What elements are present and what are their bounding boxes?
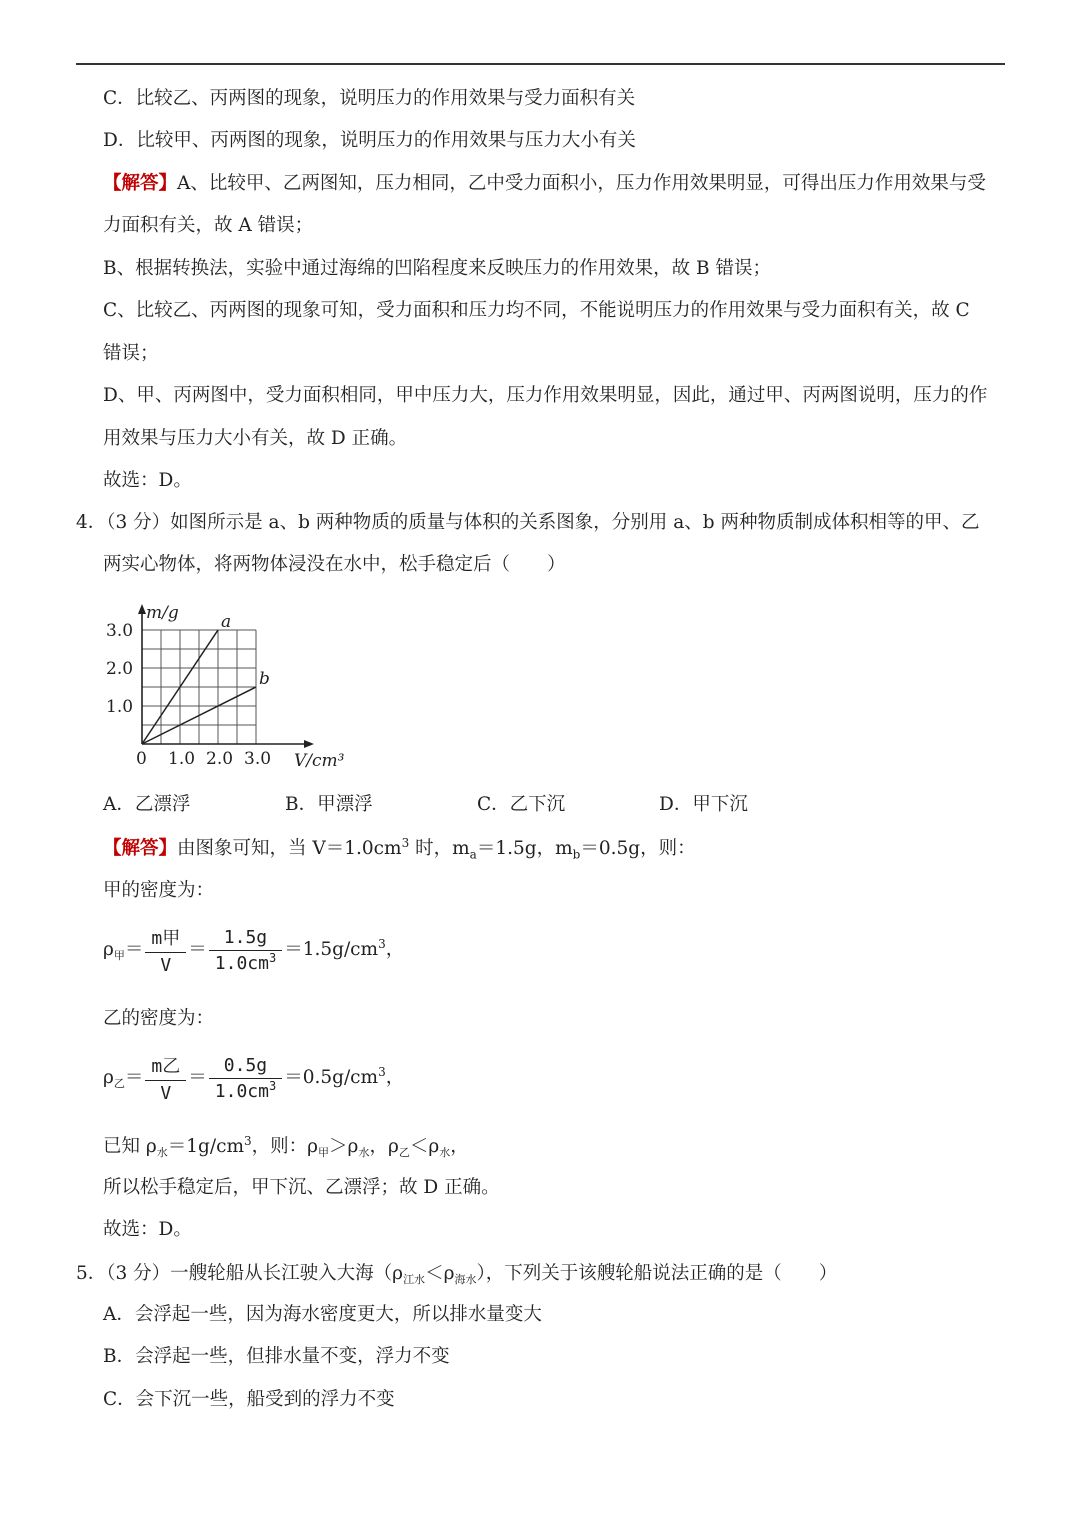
question-5-stem [76, 1262, 837, 1288]
answer-tag: 【解答】 [103, 838, 178, 859]
numerator: 0.5g [209, 1055, 282, 1079]
answer-line: B、根据转换法，实验中通过海绵的凹陷程度来反映压力的作用效果，故 B 错误； [103, 258, 771, 279]
y-tick-label: 1.0 [106, 697, 134, 717]
answer-paragraph [103, 172, 986, 196]
answer-text: A、比较甲、乙两图知，压力相同，乙中受力面积小，压力作用效果明显，可得出压力作用效果与受 [177, 173, 986, 194]
question-4-stem: 4．（3 分）如图所示是 a、b 两种物质的质量与体积的关系图象，分别用 a、b 两种物质制成体积相等的甲、乙 [76, 512, 980, 533]
denominator-text: 1.0cm [214, 1080, 269, 1102]
x-axis-arrow [304, 740, 314, 748]
equals: ＝ [124, 939, 144, 960]
text: ＜ρ [425, 1263, 455, 1284]
y-axis-arrow [138, 604, 146, 614]
punctuation: ， [385, 1067, 405, 1088]
known-condition [103, 1135, 469, 1161]
y-tick-label: 3.0 [106, 621, 134, 641]
superscript: 3 [401, 835, 410, 850]
x-tick-label: 3.0 [244, 749, 272, 769]
answer-text: ＝1.5g，m [476, 838, 573, 859]
answer-line: D、甲、丙两图中，受力面积相同，甲中压力大，压力作用效果明显，因此，通过甲、丙两图说明，压力的作 [103, 385, 988, 406]
equals: ＝ [124, 1067, 144, 1088]
superscript: 3 [378, 936, 386, 951]
subscript: a [469, 847, 477, 862]
conclusion: 所以松手稳定后，甲下沉、乙漂浮；故 D 正确。 [103, 1177, 500, 1198]
answer-text: ＝0.5g，则： [580, 838, 696, 859]
option-d: D．甲下沉 [659, 794, 748, 815]
answer-line: 用效果与压力大小有关，故 D 正确。 [103, 428, 408, 449]
option-c: C．乙下沉 [477, 794, 566, 815]
superscript: 3 [378, 1064, 386, 1079]
subscript: 水 [156, 1146, 168, 1159]
question-5-option-c: C．会下沉一些，船受到的浮力不变 [103, 1389, 395, 1410]
text: ＜ρ [409, 1136, 440, 1157]
y-tick-label: 2.0 [106, 659, 134, 679]
subscript: 甲 [318, 1146, 330, 1159]
text: ＞ρ [329, 1136, 359, 1157]
superscript: 3 [268, 1078, 277, 1093]
rho-symbol: ρ [103, 939, 114, 960]
answer-line: C、比较乙、丙两图的现象可知，受力面积和压力均不同，不能说明压力的作用效果与受力面积有关，故 C [103, 300, 970, 321]
numerator: m乙 [145, 1052, 186, 1081]
denominator [209, 951, 282, 974]
answer-line: 力面积有关，故 A 错误； [103, 215, 314, 236]
denominator [209, 1079, 282, 1102]
subscript: 乙 [398, 1146, 410, 1159]
question-5-option-a: A．会浮起一些，因为海水密度更大，所以排水量变大 [103, 1304, 542, 1325]
text: ），下列关于该艘轮船说法正确的是（ ） [476, 1263, 838, 1284]
choice-line: 故选：D。 [103, 470, 192, 491]
header-rule [76, 63, 1005, 65]
choice-line: 故选：D。 [103, 1219, 192, 1240]
denominator: V [160, 955, 172, 976]
text: ， [450, 1136, 469, 1157]
option-c-text: C．比较乙、丙两图的现象，说明压力的作用效果与受力面积有关 [103, 88, 636, 109]
text: ＝1g/cm [167, 1136, 245, 1157]
answer-tag: 【解答】 [103, 173, 178, 194]
x-tick-label: 0 [136, 749, 147, 769]
fraction [209, 1055, 282, 1102]
question-5-option-b: B．会浮起一些，但排水量不变，浮力不变 [103, 1346, 450, 1367]
result: ＝1.5g/cm [284, 939, 379, 960]
option-b: B．甲漂浮 [285, 794, 373, 815]
superscript: 3 [244, 1133, 252, 1148]
text: 5．（3 分）一艘轮船从长江驶入大海（ρ [76, 1263, 404, 1284]
subscript: b [572, 847, 581, 862]
subscript: 海水 [454, 1273, 477, 1286]
rho-symbol: ρ [103, 1067, 114, 1088]
series-label-a: a [221, 612, 232, 632]
x-tick-label: 2.0 [206, 749, 234, 769]
denominator: V [160, 1083, 172, 1104]
subscript: 江水 [403, 1273, 426, 1286]
answer-text: 时，m [409, 838, 470, 859]
fraction [145, 1052, 186, 1104]
text: ，ρ [369, 1136, 399, 1157]
answer-4-intro [103, 837, 696, 861]
option-a: A．乙漂浮 [103, 794, 191, 815]
mass-volume-chart [100, 598, 350, 778]
text: ，则：ρ [251, 1136, 319, 1157]
superscript: 3 [268, 950, 277, 965]
x-tick-label: 1.0 [168, 749, 196, 769]
equals: ＝ [188, 1067, 207, 1088]
chart-grid [142, 630, 256, 744]
density-equation-yi [103, 1052, 404, 1104]
numerator: m甲 [145, 924, 186, 953]
answer-line: 错误； [103, 343, 159, 364]
denominator-text: 1.0cm [214, 952, 269, 974]
subscript: 水 [358, 1146, 370, 1159]
option-d-text: D．比较甲、丙两图的现象，说明压力的作用效果与压力大小有关 [103, 130, 636, 151]
punctuation: ， [385, 939, 405, 960]
numerator: 1.5g [209, 927, 282, 951]
question-4-stem-cont: 两实心物体，将两物体浸没在水中，松手稳定后（ ） [103, 554, 566, 575]
yi-density-label: 乙的密度为： [103, 1008, 215, 1029]
question-4-options [103, 793, 803, 817]
fraction [145, 924, 186, 976]
equals: ＝ [188, 939, 207, 960]
density-equation-jia [103, 924, 404, 976]
answer-text: 由图象可知，当 V＝1.0cm [177, 838, 402, 859]
subscript: 水 [439, 1146, 451, 1159]
subscript: 乙 [113, 1077, 125, 1090]
result: ＝0.5g/cm [284, 1067, 379, 1088]
text: 已知 ρ [103, 1136, 157, 1157]
y-axis-label: m/g [146, 603, 179, 623]
fraction [209, 927, 282, 974]
x-axis-label: V/cm³ [294, 751, 345, 771]
jia-density-label: 甲的密度为： [103, 880, 215, 901]
series-label-b: b [259, 669, 270, 689]
subscript: 甲 [113, 949, 125, 962]
